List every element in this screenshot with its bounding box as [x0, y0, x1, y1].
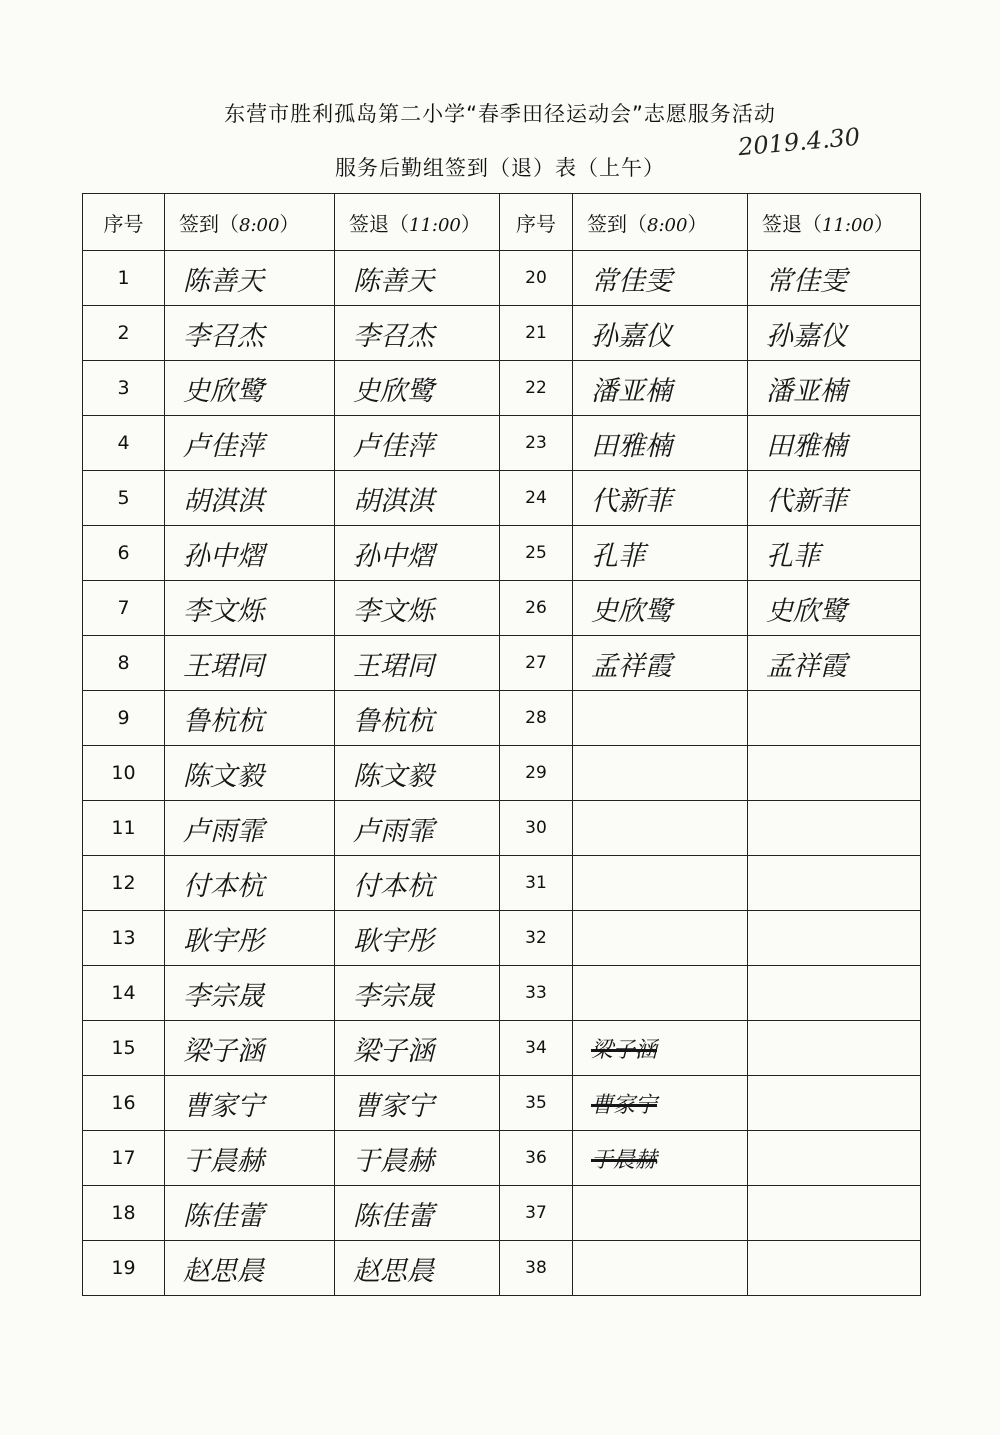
- sign-out-signature-right: [748, 1021, 921, 1076]
- seq-cell-right-text: 23: [525, 433, 547, 453]
- seq-cell-right-text: 36: [525, 1148, 547, 1168]
- sign-in-signature: [165, 581, 335, 636]
- seq-cell: [83, 306, 165, 361]
- sign-out-signature: [335, 911, 500, 966]
- table-row: [83, 636, 921, 691]
- seq-cell-text: 19: [111, 1257, 136, 1279]
- sign-in-signature: [165, 471, 335, 526]
- table-row: [83, 416, 921, 471]
- header-sign-out-time: 11:00: [409, 214, 461, 236]
- seq-cell-right: [500, 856, 573, 911]
- sign-out-signature-right: [748, 1186, 921, 1241]
- seq-cell-right-text: 25: [525, 543, 547, 563]
- seq-cell-text: 3: [117, 377, 130, 399]
- sign-out-signature: [335, 1076, 500, 1131]
- sign-out-signature: [335, 471, 500, 526]
- table-row: [83, 1021, 921, 1076]
- sign-out-signature-text: 陈善天: [353, 265, 434, 297]
- seq-cell-text: 7: [117, 597, 130, 619]
- sign-in-signature-right-text: 代新菲: [591, 485, 672, 517]
- sign-in-signature-right-text: 常佳雯: [591, 265, 672, 297]
- sign-in-signature-right: [573, 691, 748, 746]
- sign-in-signature-right: [573, 746, 748, 801]
- sign-out-signature-text: 卢佳萍: [353, 430, 434, 462]
- seq-cell-right-text: 34: [525, 1038, 547, 1058]
- sign-in-signature: [165, 691, 335, 746]
- sign-out-signature: [335, 691, 500, 746]
- sign-out-signature-right: [748, 416, 921, 471]
- sign-in-signature: [165, 856, 335, 911]
- sign-in-signature: [165, 1021, 335, 1076]
- sign-in-signature-right: [573, 416, 748, 471]
- seq-cell: [83, 471, 165, 526]
- table-row: [83, 471, 921, 526]
- sign-in-signature-right: [573, 966, 748, 1021]
- header-sign-in-time-2: 8:00: [647, 214, 688, 236]
- seq-cell: [83, 251, 165, 306]
- sign-out-signature-right-text: 孔菲: [766, 540, 820, 572]
- sign-in-signature-text: 李文烁: [183, 595, 264, 627]
- table-row: [83, 1241, 921, 1296]
- header-seq: 序号: [83, 194, 165, 251]
- sign-out-signature: [335, 1131, 500, 1186]
- sign-in-signature: [165, 416, 335, 471]
- sign-in-signature-text: 陈善天: [183, 265, 264, 297]
- seq-cell-right-text: 37: [525, 1203, 547, 1223]
- sign-in-signature-text: 陈文毅: [183, 760, 264, 792]
- sign-in-signature-text: 胡淇淇: [183, 485, 264, 517]
- table-row: [83, 526, 921, 581]
- sign-out-signature-right: [748, 526, 921, 581]
- seq-cell-right: [500, 801, 573, 856]
- seq-cell-right: [500, 1021, 573, 1076]
- seq-cell-text: 12: [111, 872, 136, 894]
- seq-cell-right: [500, 1241, 573, 1296]
- sign-in-signature-right: [573, 636, 748, 691]
- sign-in-signature: [165, 746, 335, 801]
- seq-cell-right-text: 24: [525, 488, 547, 508]
- sign-out-signature-right: [748, 361, 921, 416]
- sign-out-signature-right: [748, 636, 921, 691]
- sign-in-signature: [165, 911, 335, 966]
- sign-out-signature-text: 胡淇淇: [353, 485, 434, 517]
- sign-in-signature: [165, 1076, 335, 1131]
- sign-out-signature-right-text: 代新菲: [766, 485, 847, 517]
- header-sign-in: 签到（8:00）: [165, 194, 335, 251]
- sign-out-signature: [335, 306, 500, 361]
- sign-in-signature-text: 赵思晨: [183, 1255, 264, 1287]
- sign-out-signature-right: [748, 306, 921, 361]
- sign-in-signature-right-text: 孔菲: [591, 540, 645, 572]
- seq-cell-right-text: 32: [525, 928, 547, 948]
- seq-cell-right: [500, 1186, 573, 1241]
- seq-cell: [83, 691, 165, 746]
- header-sign-in-label: 签到: [179, 211, 219, 236]
- seq-cell-text: 18: [111, 1202, 136, 1224]
- header-sign-out-label-2: 签退: [762, 211, 802, 236]
- seq-cell-right-text: 38: [525, 1258, 547, 1278]
- header-sign-out-label: 签退: [349, 211, 389, 236]
- seq-cell-text: 1: [117, 267, 130, 289]
- table-body: [83, 251, 921, 1296]
- handwritten-date: 2019.4.30: [737, 122, 862, 162]
- sign-out-signature-text: 鲁杭杭: [353, 705, 434, 737]
- sign-in-signature-right: [573, 1021, 748, 1076]
- seq-cell-right: [500, 911, 573, 966]
- seq-cell-right: [500, 306, 573, 361]
- header-sign-out-time-2: 11:00: [822, 214, 874, 236]
- seq-cell-right-text: 22: [525, 378, 547, 398]
- sign-out-signature-right-text: 孟祥霞: [766, 650, 847, 682]
- sign-out-signature: [335, 581, 500, 636]
- sign-out-signature: [335, 416, 500, 471]
- seq-cell-right: [500, 746, 573, 801]
- table-row: [83, 581, 921, 636]
- seq-cell-right-text: 35: [525, 1093, 547, 1113]
- seq-cell-text: 5: [117, 487, 130, 509]
- seq-cell-right-text: 26: [525, 598, 547, 618]
- table-row: [83, 691, 921, 746]
- header-sign-in-time: 8:00: [239, 214, 280, 236]
- sign-in-signature: [165, 1131, 335, 1186]
- sign-out-signature-text: 梁子涵: [353, 1035, 434, 1067]
- sign-in-signature-text: 付本杭: [183, 870, 264, 902]
- table-header-row: [83, 194, 921, 251]
- sign-in-signature-text: 梁子涵: [183, 1035, 264, 1067]
- seq-cell-right-text: 33: [525, 983, 547, 1003]
- sign-out-signature-text: 李文烁: [353, 595, 434, 627]
- sign-out-signature: [335, 526, 500, 581]
- sign-in-signature: [165, 636, 335, 691]
- sign-out-signature: [335, 966, 500, 1021]
- seq-cell-right: [500, 636, 573, 691]
- sign-out-signature-right: [748, 746, 921, 801]
- sign-in-signature: [165, 1241, 335, 1296]
- table-row: [83, 801, 921, 856]
- sign-in-signature-text: 鲁杭杭: [183, 705, 264, 737]
- sign-in-signature-text: 于晨赫: [183, 1145, 264, 1177]
- sign-in-signature-right-text: 潘亚楠: [591, 375, 672, 407]
- table-row: [83, 911, 921, 966]
- sign-in-signature-right-text: 田雅楠: [591, 430, 672, 462]
- sign-in-signature-right: [573, 361, 748, 416]
- header-sign-in-2: 签到（8:00）: [573, 194, 748, 251]
- sign-in-signature-text: 史欣鹭: [183, 375, 264, 407]
- sign-out-signature-right-text: 田雅楠: [766, 430, 847, 462]
- sign-in-signature-right: [573, 581, 748, 636]
- sign-in-signature-right-text: 梁子涵: [591, 1037, 658, 1063]
- seq-cell-text: 8: [117, 652, 130, 674]
- table-row: [83, 1186, 921, 1241]
- sign-in-signature-text: 卢佳萍: [183, 430, 264, 462]
- sign-in-signature-right: [573, 251, 748, 306]
- sign-in-signature-text: 李召杰: [183, 320, 264, 352]
- seq-cell-right: [500, 251, 573, 306]
- seq-cell-text: 17: [111, 1147, 136, 1169]
- seq-cell-text: 15: [111, 1037, 136, 1059]
- sign-in-signature-text: 王珺同: [183, 650, 264, 682]
- sign-out-signature-right-text: 史欣鹭: [766, 595, 847, 627]
- sign-out-signature-right: [748, 911, 921, 966]
- sign-out-signature-right: [748, 1241, 921, 1296]
- sign-out-signature-text: 卢雨霏: [353, 815, 434, 847]
- sign-in-signature: [165, 966, 335, 1021]
- seq-cell: [83, 966, 165, 1021]
- sign-out-signature: [335, 746, 500, 801]
- seq-cell-right: [500, 966, 573, 1021]
- sign-in-signature-right: [573, 1131, 748, 1186]
- sign-out-signature-text: 王珺同: [353, 650, 434, 682]
- seq-cell-text: 13: [111, 927, 136, 949]
- sign-in-signature-right: [573, 306, 748, 361]
- sign-out-signature-text: 孙中熠: [353, 540, 434, 572]
- seq-cell: [83, 911, 165, 966]
- sign-in-signature-right: [573, 471, 748, 526]
- seq-cell-right: [500, 691, 573, 746]
- sign-out-signature-right: [748, 471, 921, 526]
- table-row: [83, 856, 921, 911]
- seq-cell: [83, 526, 165, 581]
- sign-in-signature: [165, 306, 335, 361]
- sign-out-signature: [335, 636, 500, 691]
- sign-in-signature-right: [573, 856, 748, 911]
- seq-cell-right-text: 28: [525, 708, 547, 728]
- header-sign-out-2: 签退（11:00）: [748, 194, 921, 251]
- table-row: [83, 306, 921, 361]
- sign-out-signature-text: 李宗晟: [353, 980, 434, 1012]
- sign-out-signature-text: 赵思晨: [353, 1255, 434, 1287]
- table-row: [83, 1131, 921, 1186]
- sign-out-signature: [335, 1241, 500, 1296]
- seq-cell: [83, 1186, 165, 1241]
- seq-cell-right: [500, 361, 573, 416]
- sign-out-signature-right-text: 潘亚楠: [766, 375, 847, 407]
- sign-in-signature-right: [573, 1186, 748, 1241]
- table-row: [83, 966, 921, 1021]
- seq-cell: [83, 1076, 165, 1131]
- seq-cell: [83, 746, 165, 801]
- sign-in-signature-right: [573, 911, 748, 966]
- seq-cell: [83, 1241, 165, 1296]
- sign-out-signature: [335, 1021, 500, 1076]
- sign-out-signature-text: 于晨赫: [353, 1145, 434, 1177]
- header-seq-2: 序号: [500, 194, 573, 251]
- sign-in-signature-right-text: 史欣鹭: [591, 595, 672, 627]
- sign-out-signature: [335, 801, 500, 856]
- sign-out-signature-right: [748, 691, 921, 746]
- page-title: 东营市胜利孤岛第二小学“春季田径运动会”志愿服务活动: [224, 102, 776, 126]
- sign-out-signature-text: 曹家宁: [353, 1090, 434, 1122]
- seq-cell-right: [500, 1076, 573, 1131]
- sign-in-signature-right-text: 孟祥霞: [591, 650, 672, 682]
- seq-cell-text: 2: [117, 322, 130, 344]
- sign-in-signature: [165, 251, 335, 306]
- sign-in-signature-right: [573, 526, 748, 581]
- sign-in-signature: [165, 526, 335, 581]
- sign-out-signature-right: [748, 801, 921, 856]
- seq-cell-right: [500, 581, 573, 636]
- sign-out-signature-text: 付本杭: [353, 870, 434, 902]
- seq-cell-right: [500, 416, 573, 471]
- sign-out-signature-right: [748, 251, 921, 306]
- sign-in-signature: [165, 361, 335, 416]
- seq-cell-right: [500, 471, 573, 526]
- sign-out-signature: [335, 1186, 500, 1241]
- seq-cell-text: 14: [111, 982, 136, 1004]
- seq-cell-right: [500, 526, 573, 581]
- sign-out-signature-right: [748, 1076, 921, 1131]
- table-row: [83, 251, 921, 306]
- seq-cell: [83, 856, 165, 911]
- table-row: [83, 361, 921, 416]
- seq-cell-text: 10: [111, 762, 136, 784]
- sign-in-signature-text: 卢雨霏: [183, 815, 264, 847]
- sign-out-signature-right-text: 常佳雯: [766, 265, 847, 297]
- seq-cell-right: [500, 1131, 573, 1186]
- seq-cell-text: 11: [111, 817, 136, 839]
- header-sign-out: 签退（11:00）: [335, 194, 500, 251]
- attendance-table: [82, 193, 921, 1296]
- sign-out-signature-text: 陈文毅: [353, 760, 434, 792]
- table-row: [83, 746, 921, 801]
- sign-in-signature-right: [573, 801, 748, 856]
- sign-in-signature-right: [573, 1241, 748, 1296]
- sign-out-signature-right: [748, 581, 921, 636]
- seq-cell: [83, 416, 165, 471]
- sign-in-signature-right-text: 于晨赫: [591, 1147, 658, 1173]
- sign-out-signature-right-text: 孙嘉仪: [766, 320, 847, 352]
- seq-cell-right-text: 30: [525, 818, 547, 838]
- page-subtitle: 服务后勤组签到（退）表（上午）: [335, 156, 665, 180]
- sign-out-signature-text: 陈佳蕾: [353, 1200, 434, 1232]
- sign-out-signature-text: 耿宇彤: [353, 925, 434, 957]
- table-row: [83, 1076, 921, 1131]
- seq-cell-right-text: 20: [525, 268, 547, 288]
- seq-cell-text: 16: [111, 1092, 136, 1114]
- sign-out-signature: [335, 361, 500, 416]
- sign-in-signature-text: 孙中熠: [183, 540, 264, 572]
- sign-in-signature-right: [573, 1076, 748, 1131]
- sign-in-signature-text: 耿宇彤: [183, 925, 264, 957]
- sign-in-signature-text: 李宗晟: [183, 980, 264, 1012]
- sign-out-signature-right: [748, 1131, 921, 1186]
- sign-in-signature-text: 陈佳蕾: [183, 1200, 264, 1232]
- seq-cell: [83, 636, 165, 691]
- seq-cell: [83, 801, 165, 856]
- seq-cell-text: 4: [117, 432, 130, 454]
- sign-out-signature-text: 史欣鹭: [353, 375, 434, 407]
- seq-cell-right-text: 31: [525, 873, 547, 893]
- seq-cell: [83, 1021, 165, 1076]
- sign-out-signature: [335, 251, 500, 306]
- sign-in-signature: [165, 801, 335, 856]
- header-sign-in-label-2: 签到: [587, 211, 627, 236]
- sign-out-signature-text: 李召杰: [353, 320, 434, 352]
- sign-out-signature-right: [748, 966, 921, 1021]
- sign-in-signature-text: 曹家宁: [183, 1090, 264, 1122]
- sign-in-signature-right-text: 曹家宁: [591, 1092, 658, 1118]
- seq-cell-right-text: 29: [525, 763, 547, 783]
- seq-cell: [83, 581, 165, 636]
- sign-out-signature-right: [748, 856, 921, 911]
- sign-in-signature-right-text: 孙嘉仪: [591, 320, 672, 352]
- seq-cell-right-text: 27: [525, 653, 547, 673]
- seq-cell-right-text: 21: [525, 323, 547, 343]
- sign-in-signature: [165, 1186, 335, 1241]
- seq-cell-text: 6: [117, 542, 130, 564]
- seq-cell: [83, 1131, 165, 1186]
- seq-cell-text: 9: [117, 707, 130, 729]
- sign-out-signature: [335, 856, 500, 911]
- seq-cell: [83, 361, 165, 416]
